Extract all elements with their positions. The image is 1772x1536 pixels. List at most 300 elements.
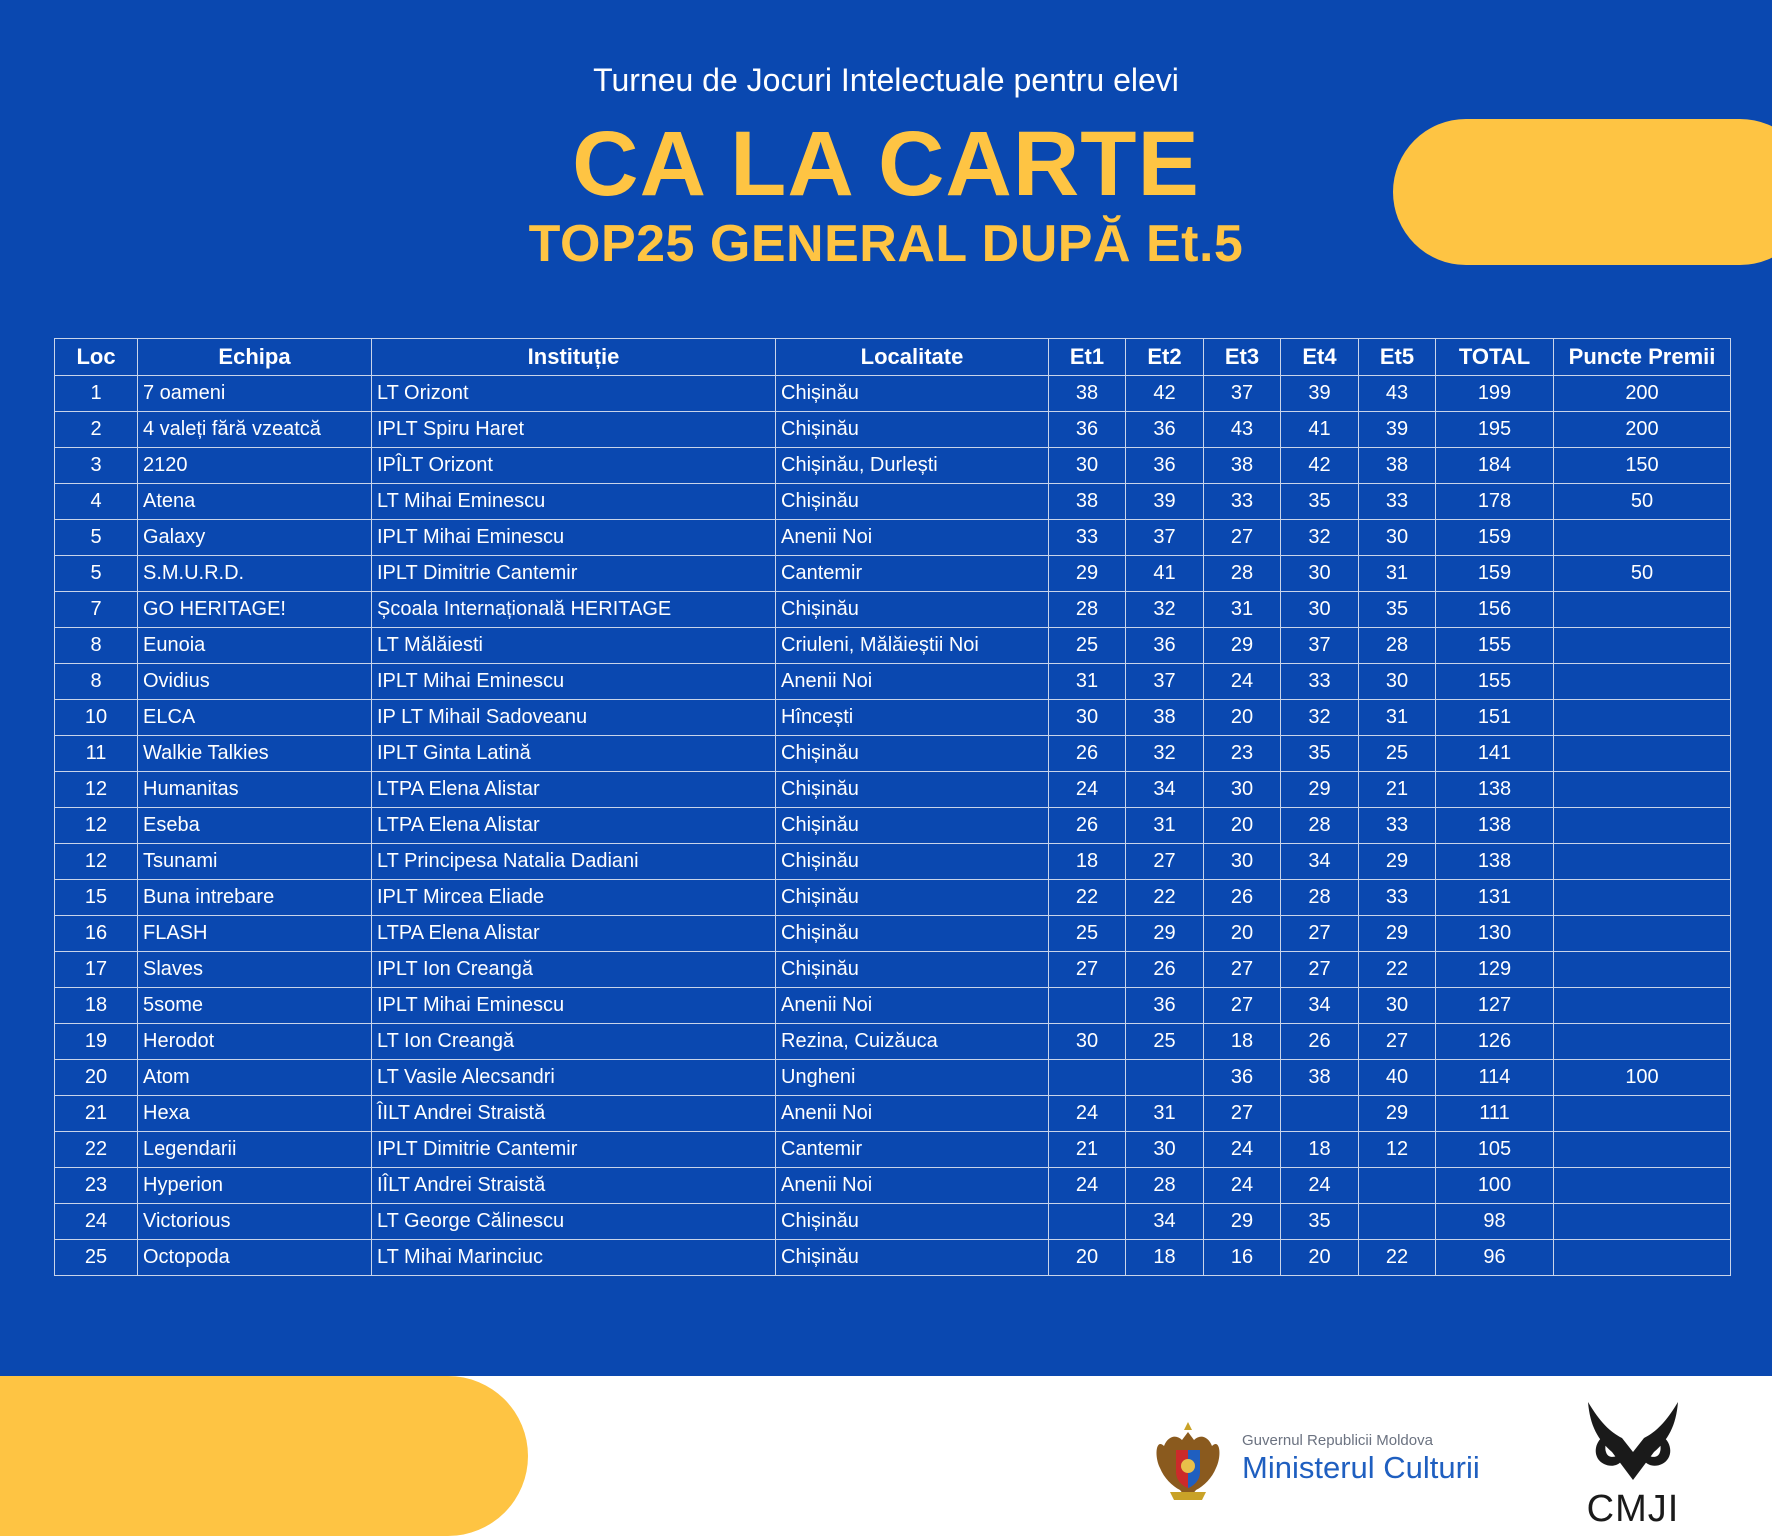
table-row xyxy=(55,988,1731,1024)
table-cell: 114 xyxy=(1436,1060,1554,1096)
table-row xyxy=(55,412,1731,448)
table-cell: 34 xyxy=(1126,772,1204,808)
table-cell: IPLT Dimitrie Cantemir xyxy=(372,1132,776,1168)
table-row xyxy=(55,1204,1731,1240)
table-cell: 26 xyxy=(1049,808,1126,844)
table-cell: 178 xyxy=(1436,484,1554,520)
results-table xyxy=(54,338,1731,1276)
table-cell: 30 xyxy=(1126,1132,1204,1168)
table-cell: 27 xyxy=(1359,1024,1436,1060)
table-cell: 5 xyxy=(55,520,138,556)
table-cell: 28 xyxy=(1204,556,1281,592)
table-cell: 10 xyxy=(55,700,138,736)
table-cell: 34 xyxy=(1126,1204,1204,1240)
table-cell: 32 xyxy=(1281,520,1359,556)
table-cell: 33 xyxy=(1281,664,1359,700)
table-cell: 30 xyxy=(1281,592,1359,628)
table-cell xyxy=(1554,700,1731,736)
table-cell: Hyperion xyxy=(138,1168,372,1204)
table-cell xyxy=(1554,1168,1731,1204)
table-row xyxy=(55,1168,1731,1204)
table-cell: 159 xyxy=(1436,520,1554,556)
table-cell: IPLT Mihai Eminescu xyxy=(372,520,776,556)
owl-logo-icon xyxy=(1568,1396,1698,1486)
table-cell: 28 xyxy=(1281,808,1359,844)
table-cell: 18 xyxy=(1204,1024,1281,1060)
table-header-row xyxy=(55,339,1731,376)
table-cell: 200 xyxy=(1554,376,1731,412)
table-cell: 141 xyxy=(1436,736,1554,772)
table-cell: IÎLT Andrei Straistă xyxy=(372,1168,776,1204)
table-cell: 39 xyxy=(1359,412,1436,448)
table-cell: 20 xyxy=(55,1060,138,1096)
table-cell xyxy=(1049,1204,1126,1240)
table-cell: LT Mihai Eminescu xyxy=(372,484,776,520)
table-cell: 138 xyxy=(1436,772,1554,808)
table-cell: 155 xyxy=(1436,628,1554,664)
table-cell: 184 xyxy=(1436,448,1554,484)
table-cell: 50 xyxy=(1554,484,1731,520)
table-cell: 2120 xyxy=(138,448,372,484)
table-row xyxy=(55,592,1731,628)
column-header: Et3 xyxy=(1204,339,1281,376)
table-cell: 29 xyxy=(1359,844,1436,880)
table-cell: 35 xyxy=(1359,592,1436,628)
table-row xyxy=(55,556,1731,592)
table-cell: 4 xyxy=(55,484,138,520)
table-cell: Chișinău xyxy=(776,880,1049,916)
table-cell: Anenii Noi xyxy=(776,520,1049,556)
table-cell: 30 xyxy=(1204,844,1281,880)
table-cell: 26 xyxy=(1281,1024,1359,1060)
table-cell: 36 xyxy=(1126,988,1204,1024)
table-cell: 138 xyxy=(1436,808,1554,844)
table-cell: LT Mihai Marinciuc xyxy=(372,1240,776,1276)
table-cell: LTPA Elena Alistar xyxy=(372,772,776,808)
table-cell: IPLT Mihai Eminescu xyxy=(372,988,776,1024)
ranking-title: TOP25 GENERAL DUPĂ Et.5 xyxy=(528,215,1244,273)
table-cell: 8 xyxy=(55,628,138,664)
table-cell: 24 xyxy=(1204,1168,1281,1204)
table-cell: Chișinău xyxy=(776,592,1049,628)
table-row xyxy=(55,916,1731,952)
table-cell: Humanitas xyxy=(138,772,372,808)
table-cell: 33 xyxy=(1359,484,1436,520)
table-cell: Tsunami xyxy=(138,844,372,880)
table-cell: 29 xyxy=(1281,772,1359,808)
table-cell: 40 xyxy=(1359,1060,1436,1096)
table-cell: 7 oameni xyxy=(138,376,372,412)
table-cell: 33 xyxy=(1359,880,1436,916)
table-cell: LTPA Elena Alistar xyxy=(372,808,776,844)
table-cell: 30 xyxy=(1359,520,1436,556)
table-cell: 34 xyxy=(1281,844,1359,880)
table-cell: 111 xyxy=(1436,1096,1554,1132)
moldova-coat-of-arms-icon xyxy=(1150,1416,1226,1506)
table-cell xyxy=(1554,1096,1731,1132)
table-cell: 26 xyxy=(1126,952,1204,988)
table-cell: 31 xyxy=(1126,1096,1204,1132)
table-cell: 32 xyxy=(1126,736,1204,772)
table-cell: 199 xyxy=(1436,376,1554,412)
table-cell: LTPA Elena Alistar xyxy=(372,916,776,952)
table-cell: LT Mălăiesti xyxy=(372,628,776,664)
table-cell: 24 xyxy=(1204,1132,1281,1168)
table-cell: 16 xyxy=(55,916,138,952)
table-row xyxy=(55,520,1731,556)
table-cell: Chișinău xyxy=(776,376,1049,412)
table-cell: 138 xyxy=(1436,844,1554,880)
table-cell: Cantemir xyxy=(776,556,1049,592)
column-header: Localitate xyxy=(776,339,1049,376)
table-cell: Galaxy xyxy=(138,520,372,556)
table-cell: 32 xyxy=(1126,592,1204,628)
column-header: TOTAL xyxy=(1436,339,1554,376)
table-cell: Hîncești xyxy=(776,700,1049,736)
table-cell: 43 xyxy=(1359,376,1436,412)
table-cell: 22 xyxy=(1359,952,1436,988)
table-cell: 24 xyxy=(1049,772,1126,808)
table-cell: 18 xyxy=(1281,1132,1359,1168)
table-row xyxy=(55,628,1731,664)
table-cell: 12 xyxy=(55,808,138,844)
table-cell: Legendarii xyxy=(138,1132,372,1168)
table-row xyxy=(55,448,1731,484)
table-cell: 35 xyxy=(1281,1204,1359,1240)
table-cell: 12 xyxy=(55,772,138,808)
table-cell: 8 xyxy=(55,664,138,700)
table-cell: 32 xyxy=(1281,700,1359,736)
table-cell: IP LT Mihail Sadoveanu xyxy=(372,700,776,736)
table-cell: 24 xyxy=(1049,1168,1126,1204)
table-cell: 41 xyxy=(1281,412,1359,448)
table-cell xyxy=(1554,1024,1731,1060)
table-cell: 31 xyxy=(1359,556,1436,592)
table-row xyxy=(55,1024,1731,1060)
table-cell xyxy=(1554,916,1731,952)
table-cell: 36 xyxy=(1204,1060,1281,1096)
table-cell: LT Ion Creangă xyxy=(372,1024,776,1060)
table-cell: 151 xyxy=(1436,700,1554,736)
table-cell: 38 xyxy=(1204,448,1281,484)
table-cell: 28 xyxy=(1049,592,1126,628)
ministry-label: Ministerul Culturii xyxy=(1242,1450,1480,1485)
table-cell: 35 xyxy=(1281,736,1359,772)
table-cell: 24 xyxy=(1204,664,1281,700)
table-cell: 5 xyxy=(55,556,138,592)
table-row xyxy=(55,700,1731,736)
table-cell xyxy=(1554,1240,1731,1276)
table-cell: 27 xyxy=(1281,916,1359,952)
table-cell: 28 xyxy=(1126,1168,1204,1204)
tournament-subtitle: Turneu de Jocuri Intelectuale pentru elevi xyxy=(593,62,1179,98)
ministry-logo xyxy=(1150,1416,1520,1506)
table-cell: 31 xyxy=(1049,664,1126,700)
table-cell: 23 xyxy=(1204,736,1281,772)
table-cell: 150 xyxy=(1554,448,1731,484)
table-cell: 30 xyxy=(1049,1024,1126,1060)
table-cell: 21 xyxy=(1049,1132,1126,1168)
table-cell: LT Principesa Natalia Dadiani xyxy=(372,844,776,880)
table-cell: LT Orizont xyxy=(372,376,776,412)
table-cell: 200 xyxy=(1554,412,1731,448)
cmji-logo xyxy=(1568,1396,1698,1530)
table-cell: Octopoda xyxy=(138,1240,372,1276)
table-cell: Hexa xyxy=(138,1096,372,1132)
table-cell: 28 xyxy=(1359,628,1436,664)
table-row xyxy=(55,1060,1731,1096)
table-cell xyxy=(1554,772,1731,808)
column-header: Puncte Premii xyxy=(1554,339,1731,376)
table-cell: 50 xyxy=(1554,556,1731,592)
table-cell: 4 valeți fără vzeatcă xyxy=(138,412,372,448)
table-cell: 29 xyxy=(1204,628,1281,664)
table-cell: ELCA xyxy=(138,700,372,736)
table-row xyxy=(55,952,1731,988)
table-cell: 21 xyxy=(1359,772,1436,808)
table-cell: 26 xyxy=(1204,880,1281,916)
table-cell xyxy=(1554,880,1731,916)
table-cell: 36 xyxy=(1049,412,1126,448)
table-cell: IPLT Mircea Eliade xyxy=(372,880,776,916)
table-cell: 20 xyxy=(1281,1240,1359,1276)
table-cell: 37 xyxy=(1204,376,1281,412)
table-cell: 22 xyxy=(1126,880,1204,916)
table-cell: 36 xyxy=(1126,448,1204,484)
table-cell: 33 xyxy=(1359,808,1436,844)
column-header: Et5 xyxy=(1359,339,1436,376)
table-cell: 29 xyxy=(1126,916,1204,952)
column-header: Echipa xyxy=(138,339,372,376)
table-cell: 27 xyxy=(1204,520,1281,556)
table-cell: 17 xyxy=(55,952,138,988)
table-cell: 25 xyxy=(1359,736,1436,772)
table-cell: 37 xyxy=(1126,520,1204,556)
table-cell: 2 xyxy=(55,412,138,448)
table-cell: Atena xyxy=(138,484,372,520)
column-header: Et1 xyxy=(1049,339,1126,376)
decorative-pill-bottom-left xyxy=(0,1376,528,1536)
column-header: Instituție xyxy=(372,339,776,376)
table-cell: Chișinău, Durlești xyxy=(776,448,1049,484)
table-cell: IPLT Dimitrie Cantemir xyxy=(372,556,776,592)
table-cell: Chișinău xyxy=(776,1240,1049,1276)
table-cell: Școala Internațională HERITAGE xyxy=(372,592,776,628)
table-cell: IPLT Ion Creangă xyxy=(372,952,776,988)
table-cell: 30 xyxy=(1359,664,1436,700)
table-cell: 195 xyxy=(1436,412,1554,448)
table-cell xyxy=(1554,592,1731,628)
table-cell: 12 xyxy=(55,844,138,880)
table-cell: 34 xyxy=(1281,988,1359,1024)
table-cell xyxy=(1359,1204,1436,1240)
table-cell: 38 xyxy=(1359,448,1436,484)
table-cell: 19 xyxy=(55,1024,138,1060)
table-cell: 159 xyxy=(1436,556,1554,592)
column-header: Et2 xyxy=(1126,339,1204,376)
table-cell: Atom xyxy=(138,1060,372,1096)
table-row xyxy=(55,484,1731,520)
table-cell: 33 xyxy=(1049,520,1126,556)
table-cell: Anenii Noi xyxy=(776,664,1049,700)
table-cell: 25 xyxy=(1126,1024,1204,1060)
table-cell: 29 xyxy=(1359,1096,1436,1132)
table-cell: 20 xyxy=(1049,1240,1126,1276)
table-cell: 7 xyxy=(55,592,138,628)
table-cell: S.M.U.R.D. xyxy=(138,556,372,592)
table-cell xyxy=(1359,1168,1436,1204)
table-cell: 30 xyxy=(1359,988,1436,1024)
table-cell: 24 xyxy=(1281,1168,1359,1204)
table-cell: ÎILT Andrei Straistă xyxy=(372,1096,776,1132)
table-cell: Criuleni, Mălăieștii Noi xyxy=(776,628,1049,664)
table-row xyxy=(55,1096,1731,1132)
table-row xyxy=(55,844,1731,880)
table-cell: 23 xyxy=(55,1168,138,1204)
table-cell xyxy=(1049,1060,1126,1096)
table-cell: Chișinău xyxy=(776,412,1049,448)
table-cell: LT George Călinescu xyxy=(372,1204,776,1240)
table-cell: 25 xyxy=(1049,916,1126,952)
table-cell: 20 xyxy=(1204,700,1281,736)
table-cell: 25 xyxy=(1049,628,1126,664)
table-cell: 31 xyxy=(1359,700,1436,736)
table-cell: 31 xyxy=(1204,592,1281,628)
column-header: Et4 xyxy=(1281,339,1359,376)
table-cell: 20 xyxy=(1204,916,1281,952)
table-cell: 27 xyxy=(1281,952,1359,988)
table-cell: Chișinău xyxy=(776,484,1049,520)
table-cell: Chișinău xyxy=(776,916,1049,952)
table-cell: FLASH xyxy=(138,916,372,952)
table-cell: 22 xyxy=(1049,880,1126,916)
table-cell: 36 xyxy=(1126,628,1204,664)
government-label: Guvernul Republicii Moldova xyxy=(1242,1432,1433,1449)
table-cell: 33 xyxy=(1204,484,1281,520)
table-cell: LT Vasile Alecsandri xyxy=(372,1060,776,1096)
table-cell: 30 xyxy=(1049,448,1126,484)
table-cell: 98 xyxy=(1436,1204,1554,1240)
table-cell: 156 xyxy=(1436,592,1554,628)
table-cell: 28 xyxy=(1281,880,1359,916)
table-body xyxy=(55,376,1731,1276)
table-cell: Rezina, Cuizăuca xyxy=(776,1024,1049,1060)
table-cell: 31 xyxy=(1126,808,1204,844)
table-cell: Anenii Noi xyxy=(776,1096,1049,1132)
table-cell: 5some xyxy=(138,988,372,1024)
table-cell: 27 xyxy=(1204,952,1281,988)
table-cell: 18 xyxy=(55,988,138,1024)
table-cell: 24 xyxy=(1049,1096,1126,1132)
table-cell: 39 xyxy=(1281,376,1359,412)
table-cell: Slaves xyxy=(138,952,372,988)
table-cell: Cantemir xyxy=(776,1132,1049,1168)
table-cell: 1 xyxy=(55,376,138,412)
table-cell xyxy=(1554,808,1731,844)
table-cell: Chișinău xyxy=(776,772,1049,808)
table-cell: 100 xyxy=(1436,1168,1554,1204)
table-cell: 126 xyxy=(1436,1024,1554,1060)
table-cell: 24 xyxy=(55,1204,138,1240)
table-cell: 36 xyxy=(1126,412,1204,448)
table-cell: 27 xyxy=(1049,952,1126,988)
table-cell: Walkie Talkies xyxy=(138,736,372,772)
table-cell: 37 xyxy=(1126,664,1204,700)
table-cell: 130 xyxy=(1436,916,1554,952)
table-row xyxy=(55,880,1731,916)
table-cell: 29 xyxy=(1049,556,1126,592)
table-cell: 42 xyxy=(1281,448,1359,484)
table-cell: Eunoia xyxy=(138,628,372,664)
table-cell: 30 xyxy=(1204,772,1281,808)
table-cell: Eseba xyxy=(138,808,372,844)
table-cell: 12 xyxy=(1359,1132,1436,1168)
table-cell: Chișinău xyxy=(776,1204,1049,1240)
table-cell xyxy=(1049,988,1126,1024)
table-cell: Ovidius xyxy=(138,664,372,700)
table-cell: 29 xyxy=(1359,916,1436,952)
table-cell: 30 xyxy=(1281,556,1359,592)
column-header: Loc xyxy=(55,339,138,376)
table-row xyxy=(55,1132,1731,1168)
table-cell: 22 xyxy=(1359,1240,1436,1276)
table-cell: 37 xyxy=(1281,628,1359,664)
table-cell: 42 xyxy=(1126,376,1204,412)
table-cell: IPÎLT Orizont xyxy=(372,448,776,484)
table-cell: 38 xyxy=(1049,484,1126,520)
table-cell: 38 xyxy=(1126,700,1204,736)
table-cell: 16 xyxy=(1204,1240,1281,1276)
table-cell xyxy=(1554,988,1731,1024)
table-row xyxy=(55,376,1731,412)
table-cell: Buna intrebare xyxy=(138,880,372,916)
table-cell: 43 xyxy=(1204,412,1281,448)
table-cell: Anenii Noi xyxy=(776,1168,1049,1204)
table-cell: 11 xyxy=(55,736,138,772)
page-title: CA LA CARTE xyxy=(572,113,1200,215)
table-cell: Herodot xyxy=(138,1024,372,1060)
table-cell: 25 xyxy=(55,1240,138,1276)
table-cell xyxy=(1281,1096,1359,1132)
table-cell xyxy=(1554,1132,1731,1168)
table-row xyxy=(55,772,1731,808)
table-cell: 41 xyxy=(1126,556,1204,592)
table-cell: 29 xyxy=(1204,1204,1281,1240)
table-cell: 38 xyxy=(1281,1060,1359,1096)
cmji-label: CMJI xyxy=(1586,1488,1680,1530)
table-cell: Chișinău xyxy=(776,952,1049,988)
table-cell: 127 xyxy=(1436,988,1554,1024)
table-cell xyxy=(1126,1060,1204,1096)
table-cell xyxy=(1554,1204,1731,1240)
table-row xyxy=(55,664,1731,700)
table-cell: IPLT Ginta Latină xyxy=(372,736,776,772)
table-row xyxy=(55,808,1731,844)
table-cell: 100 xyxy=(1554,1060,1731,1096)
table-cell: Chișinău xyxy=(776,844,1049,880)
table-cell: 131 xyxy=(1436,880,1554,916)
table-cell: 30 xyxy=(1049,700,1126,736)
table-cell: 20 xyxy=(1204,808,1281,844)
table-cell: 27 xyxy=(1204,988,1281,1024)
table-cell: 35 xyxy=(1281,484,1359,520)
table-cell xyxy=(1554,664,1731,700)
table-cell: 96 xyxy=(1436,1240,1554,1276)
table-cell: 26 xyxy=(1049,736,1126,772)
table-cell xyxy=(1554,952,1731,988)
table-cell: 21 xyxy=(55,1096,138,1132)
table-cell: 105 xyxy=(1436,1132,1554,1168)
